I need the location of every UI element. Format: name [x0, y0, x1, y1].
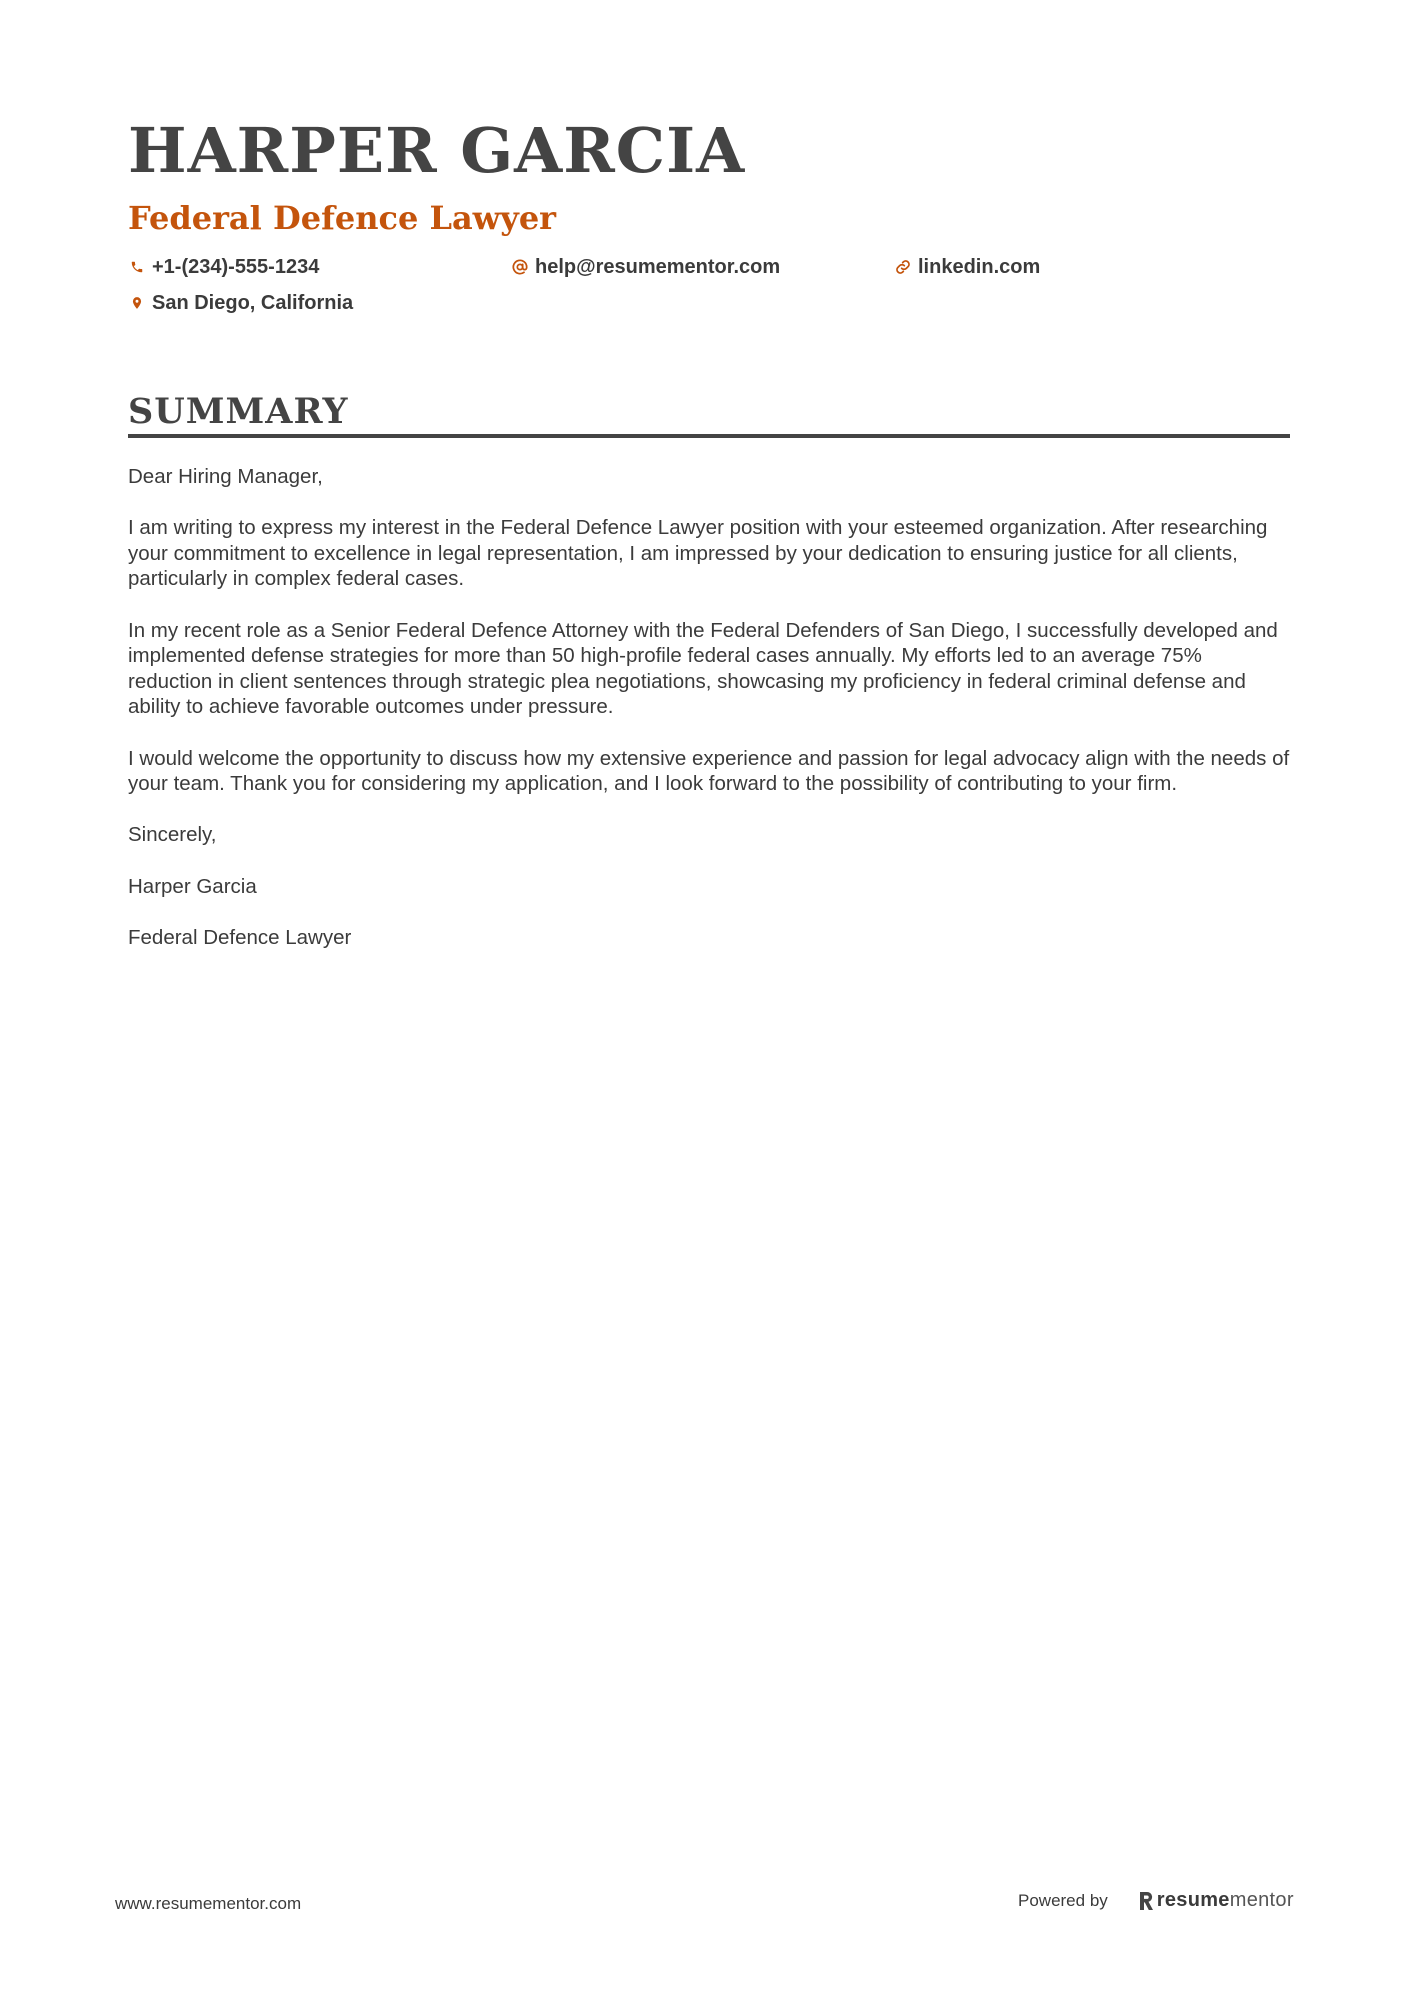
resumementor-logo-icon [1138, 1890, 1154, 1912]
header [128, 112, 1288, 318]
brand-name-light: mentor [1229, 1889, 1294, 1911]
footer-branding [1018, 1889, 1294, 1912]
signature-title: Federal Defence Lawyer [128, 925, 352, 949]
powered-by-label: Powered by [1018, 1890, 1108, 1910]
letter-paragraph: I would welcome the opportunity to discuss how my extensive experience and passion for legal advocacy align with the needs of your team. Thank you for considering my application, and I look forward to the possibility of contributing to your firm. [128, 746, 1290, 796]
letter-closing: Sincerely, [128, 823, 217, 847]
footer-website[interactable]: www.resumementor.com [115, 1894, 302, 1913]
letter-greeting: Dear Hiring Manager, [128, 465, 323, 488]
brand-name-bold: resume [1156, 1889, 1230, 1911]
contact-phone [128, 252, 511, 282]
section-title: SUMMARY [128, 391, 349, 432]
signature-name: Harper Garcia [128, 874, 257, 898]
phone-text: +1-(234)-555-1234 [152, 255, 320, 278]
contact-email[interactable] [511, 252, 894, 282]
contact-location [128, 288, 511, 318]
letter-paragraph: I am writing to express my interest in the Federal Defence Lawyer position with your esteemed organization. After researching your commitment to excellence in legal representation, I am impressed by your dedication to ensuring justice for all clients, particularly in complex federal cases. [128, 516, 1268, 591]
phone-icon [128, 258, 146, 276]
at-sign-icon [511, 258, 529, 276]
letter-body [128, 464, 1290, 950]
brand-logo[interactable] [1138, 1889, 1294, 1912]
candidate-name: HARPER GARCIA [128, 114, 746, 187]
email-text[interactable]: help@resumementor.com [535, 255, 781, 278]
contact-linkedin[interactable] [894, 252, 1194, 282]
section-divider [128, 434, 1290, 438]
link-icon [894, 258, 912, 276]
contact-list [128, 252, 1288, 318]
linkedin-text[interactable]: linkedin.com [918, 255, 1041, 278]
letter-paragraph: In my recent role as a Senior Federal Defence Attorney with the Federal Defenders of San Diego, I successfully developed and implemented defense strategies for more than 50 high-profile federal cases annually. My efforts led to an average 75% reduction in client sentences through strategic plea negotiations, showcasing my proficiency in federal criminal defense and ability to achieve favorable outcomes under pressure. [128, 618, 1278, 719]
map-pin-icon [128, 294, 146, 312]
candidate-role: Federal Defence Lawyer [128, 199, 557, 237]
summary-section [128, 390, 1290, 976]
location-text: San Diego, California [152, 291, 354, 314]
